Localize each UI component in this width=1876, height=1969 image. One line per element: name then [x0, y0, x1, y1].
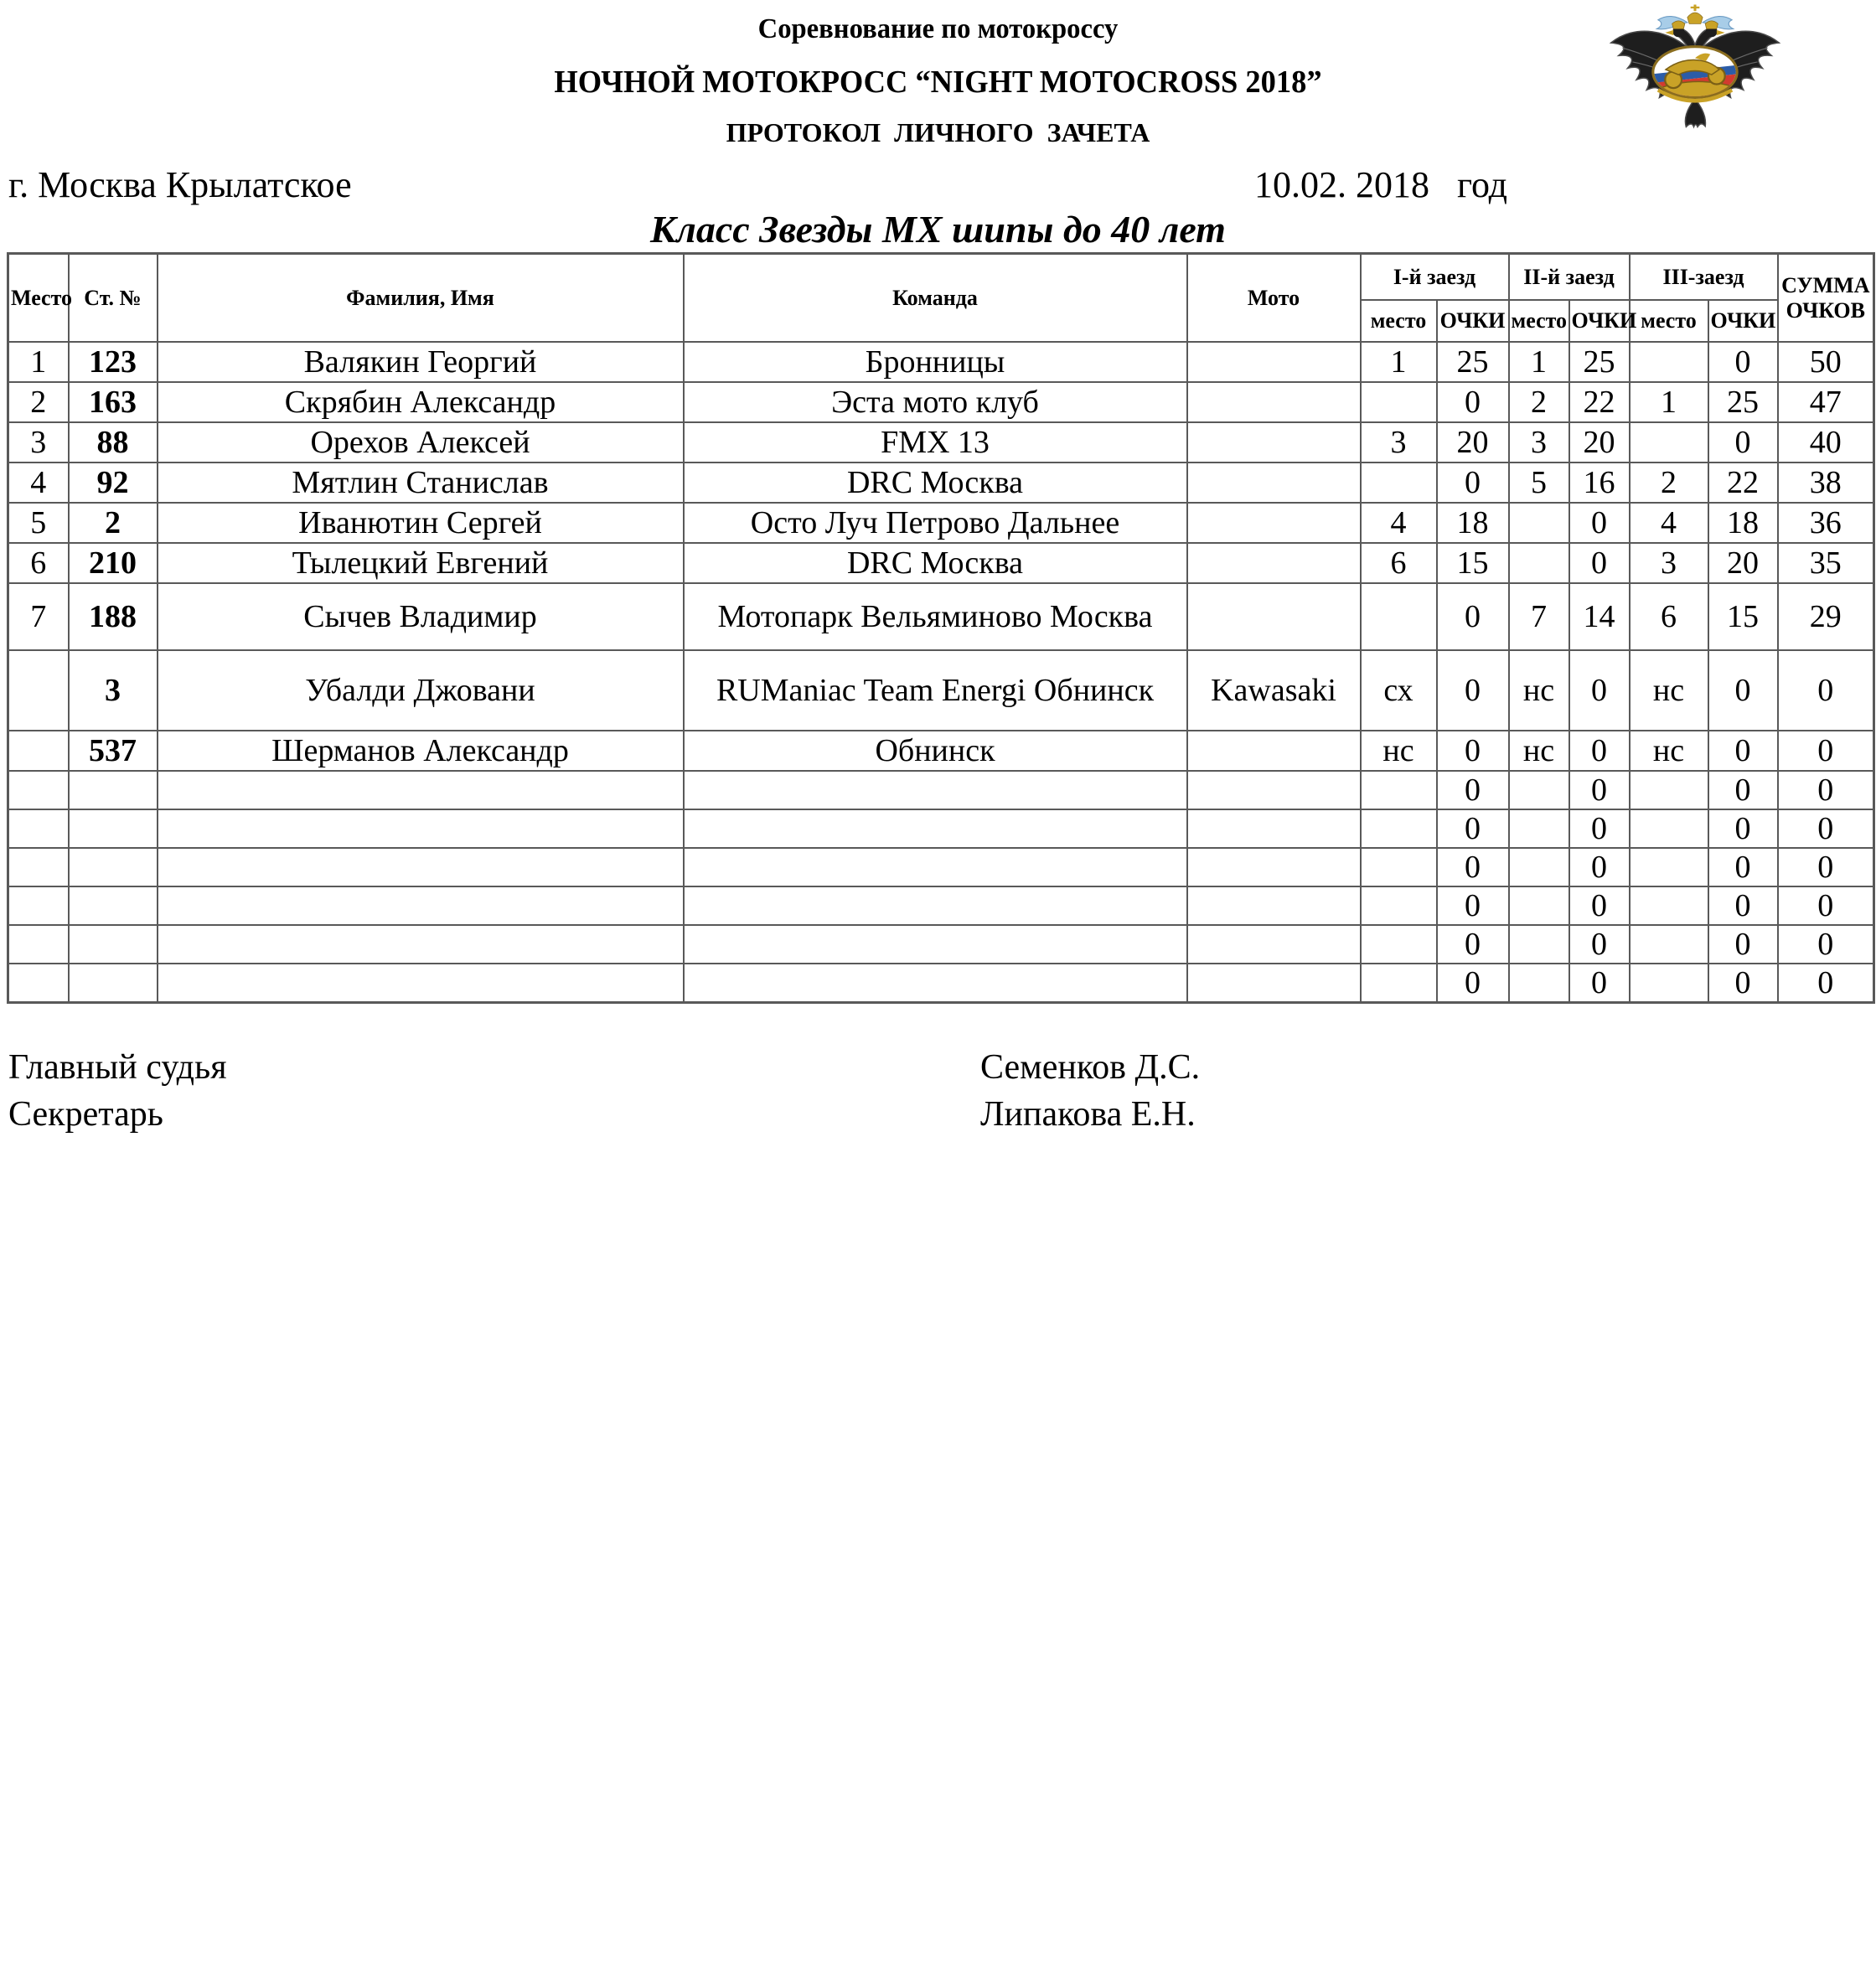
place-cell — [8, 650, 69, 731]
team-cell: Эста мото клуб — [684, 382, 1187, 422]
location-text: г. Москва Крылатское — [8, 164, 352, 205]
subheader-race3-points: ОЧКИ — [1708, 300, 1778, 342]
race2-place-cell: нс — [1509, 731, 1569, 771]
race1-points-cell: 15 — [1437, 543, 1509, 583]
race2-place-cell — [1509, 886, 1569, 925]
race3-points-cell: 20 — [1708, 543, 1778, 583]
race1-place-cell — [1361, 463, 1437, 503]
race1-place-cell — [1361, 809, 1437, 848]
race3-place-cell: нс — [1630, 650, 1708, 731]
total-cell: 36 — [1778, 503, 1874, 543]
col-header-place: Место — [8, 254, 69, 343]
race1-points-cell: 25 — [1437, 342, 1509, 382]
team-cell — [684, 925, 1187, 964]
race3-place-cell — [1630, 848, 1708, 886]
rider-name-cell: Орехов Алексей — [158, 422, 684, 463]
rider-name-cell: Тылецкий Евгений — [158, 543, 684, 583]
start-number-cell: 537 — [69, 731, 158, 771]
race3-points-cell: 22 — [1708, 463, 1778, 503]
race2-place-cell — [1509, 771, 1569, 809]
team-cell: DRC Москва — [684, 463, 1187, 503]
total-cell: 0 — [1778, 964, 1874, 1003]
race1-points-cell: 0 — [1437, 583, 1509, 650]
race2-points-cell: 0 — [1569, 809, 1630, 848]
race1-place-cell — [1361, 886, 1437, 925]
table-row — [8, 925, 1874, 964]
place-cell — [8, 848, 69, 886]
moto-cell — [1187, 503, 1361, 543]
moto-cell — [1187, 771, 1361, 809]
total-cell: 47 — [1778, 382, 1874, 422]
total-cell: 0 — [1778, 731, 1874, 771]
race3-place-cell: 2 — [1630, 463, 1708, 503]
race3-place-cell: нс — [1630, 731, 1708, 771]
table-row — [8, 382, 1874, 422]
moto-cell — [1187, 925, 1361, 964]
subheader-race1-points: ОЧКИ — [1437, 300, 1509, 342]
race1-place-cell — [1361, 583, 1437, 650]
race2-points-cell: 16 — [1569, 463, 1630, 503]
team-cell — [684, 886, 1187, 925]
rider-name-cell — [158, 886, 684, 925]
race3-points-cell: 0 — [1708, 731, 1778, 771]
subheader-race3-place: место — [1630, 300, 1708, 342]
col-header-rider: Фамилия, Имя — [158, 254, 684, 343]
competition-title: Соревнование по мотокроссу — [757, 13, 1119, 44]
place-cell: 2 — [8, 382, 69, 422]
table-row — [8, 650, 1874, 731]
race1-points-cell: 0 — [1437, 771, 1509, 809]
team-cell: DRC Москва — [684, 543, 1187, 583]
race2-place-cell — [1509, 925, 1569, 964]
moto-cell — [1187, 848, 1361, 886]
race3-points-cell: 15 — [1708, 583, 1778, 650]
race2-points-cell: 25 — [1569, 342, 1630, 382]
race3-place-cell — [1630, 886, 1708, 925]
team-cell — [684, 809, 1187, 848]
start-number-cell: 163 — [69, 382, 158, 422]
team-cell: Осто Луч Петрово Дальнее — [684, 503, 1187, 543]
team-cell: FMX 13 — [684, 422, 1187, 463]
moto-cell — [1187, 964, 1361, 1003]
race1-points-cell: 0 — [1437, 731, 1509, 771]
place-cell: 1 — [8, 342, 69, 382]
start-number-cell — [69, 964, 158, 1003]
table-row — [8, 809, 1874, 848]
moto-cell — [1187, 809, 1361, 848]
moto-cell: Kawasaki — [1187, 650, 1361, 731]
race3-points-cell: 0 — [1708, 964, 1778, 1003]
total-cell: 0 — [1778, 809, 1874, 848]
secretary-row — [0, 1094, 1876, 1141]
col-header-team: Команда — [684, 254, 1187, 343]
table-row — [8, 503, 1874, 543]
rider-name-cell: Убалди Джовани — [158, 650, 684, 731]
race3-place-cell — [1630, 925, 1708, 964]
secretary-name: Липакова Е.Н. — [980, 1095, 1196, 1134]
total-cell: 50 — [1778, 342, 1874, 382]
race2-place-cell — [1509, 809, 1569, 848]
place-cell — [8, 731, 69, 771]
header-row-groups — [8, 254, 1874, 301]
race1-points-cell: 0 — [1437, 650, 1509, 731]
start-number-cell: 88 — [69, 422, 158, 463]
race3-points-cell: 18 — [1708, 503, 1778, 543]
race3-place-cell: 3 — [1630, 543, 1708, 583]
race3-place-cell: 1 — [1630, 382, 1708, 422]
place-cell: 6 — [8, 543, 69, 583]
total-cell: 35 — [1778, 543, 1874, 583]
place-cell — [8, 925, 69, 964]
moto-cell — [1187, 886, 1361, 925]
race2-place-cell: 3 — [1509, 422, 1569, 463]
race1-place-cell: 1 — [1361, 342, 1437, 382]
race3-points-cell: 0 — [1708, 925, 1778, 964]
race2-points-cell: 0 — [1569, 731, 1630, 771]
subheader-race1-place: место — [1361, 300, 1437, 342]
col-header-total: СУММА ОЧКОВ — [1778, 254, 1874, 343]
total-cell: 29 — [1778, 583, 1874, 650]
race2-place-cell: 7 — [1509, 583, 1569, 650]
chief-judge-name: Семенков Д.С. — [980, 1048, 1201, 1087]
race1-place-cell — [1361, 964, 1437, 1003]
race3-points-cell: 0 — [1708, 342, 1778, 382]
race3-place-cell — [1630, 422, 1708, 463]
start-number-cell — [69, 771, 158, 809]
location-date-row — [0, 163, 1876, 207]
race2-place-cell: 2 — [1509, 382, 1569, 422]
rider-name-cell — [158, 848, 684, 886]
race2-points-cell: 0 — [1569, 771, 1630, 809]
race1-points-cell: 0 — [1437, 809, 1509, 848]
signatures-block — [0, 1047, 1876, 1141]
race1-place-cell: 3 — [1361, 422, 1437, 463]
race3-points-cell: 0 — [1708, 650, 1778, 731]
race1-place-cell — [1361, 771, 1437, 809]
race1-points-cell: 0 — [1437, 925, 1509, 964]
race3-points-cell: 0 — [1708, 886, 1778, 925]
race1-points-cell: 0 — [1437, 964, 1509, 1003]
race3-place-cell — [1630, 964, 1708, 1003]
chief-judge-row — [0, 1047, 1876, 1094]
race3-points-cell: 0 — [1708, 771, 1778, 809]
rider-name-cell — [158, 925, 684, 964]
start-number-cell — [69, 925, 158, 964]
race2-place-cell: 5 — [1509, 463, 1569, 503]
race2-place-cell — [1509, 543, 1569, 583]
start-number-cell: 188 — [69, 583, 158, 650]
event-title: НОЧНОЙ МОТОКРОСС “NIGHT MOTOCROSS 2018” — [554, 65, 1322, 100]
race3-place-cell — [1630, 771, 1708, 809]
table-row — [8, 848, 1874, 886]
chief-judge-label: Главный судья — [8, 1048, 227, 1087]
race1-points-cell: 0 — [1437, 848, 1509, 886]
moto-cell — [1187, 382, 1361, 422]
col-header-start-number: Ст. № — [69, 254, 158, 343]
table-row — [8, 583, 1874, 650]
race2-place-cell — [1509, 848, 1569, 886]
place-cell: 3 — [8, 422, 69, 463]
place-cell — [8, 886, 69, 925]
race3-place-cell: 6 — [1630, 583, 1708, 650]
rider-name-cell: Мятлин Станислав — [158, 463, 684, 503]
start-number-cell: 2 — [69, 503, 158, 543]
race2-points-cell: 0 — [1569, 650, 1630, 731]
moto-cell — [1187, 342, 1361, 382]
race1-place-cell — [1361, 848, 1437, 886]
race1-place-cell: 4 — [1361, 503, 1437, 543]
place-cell: 4 — [8, 463, 69, 503]
race2-points-cell: 0 — [1569, 964, 1630, 1003]
document-header — [0, 0, 1876, 148]
team-cell: Обнинск — [684, 731, 1187, 771]
table-row — [8, 731, 1874, 771]
place-cell — [8, 964, 69, 1003]
race2-points-cell: 20 — [1569, 422, 1630, 463]
race2-place-cell: нс — [1509, 650, 1569, 731]
race3-points-cell: 0 — [1708, 422, 1778, 463]
total-cell: 40 — [1778, 422, 1874, 463]
class-title: Класс Звезды МХ шипы до 40 лет — [650, 208, 1226, 251]
date-text: 10.02. 2018 год — [1254, 164, 1508, 205]
race2-points-cell: 0 — [1569, 925, 1630, 964]
race1-place-cell — [1361, 382, 1437, 422]
rider-name-cell: Иванютин Сергей — [158, 503, 684, 543]
table-row — [8, 771, 1874, 809]
start-number-cell — [69, 886, 158, 925]
moto-cell — [1187, 731, 1361, 771]
race1-points-cell: 0 — [1437, 463, 1509, 503]
rider-name-cell — [158, 964, 684, 1003]
team-cell — [684, 964, 1187, 1003]
race2-points-cell: 0 — [1569, 886, 1630, 925]
col-header-race3: III-заезд — [1630, 254, 1778, 301]
place-cell — [8, 771, 69, 809]
total-cell: 38 — [1778, 463, 1874, 503]
race1-place-cell: 6 — [1361, 543, 1437, 583]
table-row — [8, 543, 1874, 583]
moto-cell — [1187, 583, 1361, 650]
team-cell: Мотопарк Вельяминово Москва — [684, 583, 1187, 650]
team-cell — [684, 848, 1187, 886]
race3-points-cell: 0 — [1708, 809, 1778, 848]
table-row — [8, 964, 1874, 1003]
moto-cell — [1187, 463, 1361, 503]
race2-points-cell: 22 — [1569, 382, 1630, 422]
start-number-cell: 123 — [69, 342, 158, 382]
start-number-cell: 3 — [69, 650, 158, 731]
col-header-race2: II-й заезд — [1509, 254, 1630, 301]
race2-place-cell: 1 — [1509, 342, 1569, 382]
race3-points-cell: 25 — [1708, 382, 1778, 422]
place-cell: 7 — [8, 583, 69, 650]
race1-points-cell: 20 — [1437, 422, 1509, 463]
total-cell: 0 — [1778, 886, 1874, 925]
race2-points-cell: 0 — [1569, 848, 1630, 886]
rider-name-cell — [158, 809, 684, 848]
team-cell: RUManiac Team Energi Обнинск — [684, 650, 1187, 731]
race2-place-cell — [1509, 964, 1569, 1003]
table-row — [8, 422, 1874, 463]
moto-cell — [1187, 422, 1361, 463]
race3-place-cell — [1630, 342, 1708, 382]
place-cell — [8, 809, 69, 848]
total-cell: 0 — [1778, 848, 1874, 886]
race3-place-cell: 4 — [1630, 503, 1708, 543]
team-cell — [684, 771, 1187, 809]
race2-points-cell: 0 — [1569, 503, 1630, 543]
team-cell: Бронницы — [684, 342, 1187, 382]
subheader-race2-place: место — [1509, 300, 1569, 342]
protocol-subtitle: ПРОТОКОЛ ЛИЧНОГО ЗАЧЕТА — [726, 117, 1150, 147]
race3-place-cell — [1630, 809, 1708, 848]
race1-place-cell — [1361, 925, 1437, 964]
race2-points-cell: 14 — [1569, 583, 1630, 650]
place-cell: 5 — [8, 503, 69, 543]
table-row — [8, 342, 1874, 382]
col-header-race1: I-й заезд — [1361, 254, 1509, 301]
race1-points-cell: 0 — [1437, 886, 1509, 925]
total-cell: 0 — [1778, 925, 1874, 964]
race2-place-cell — [1509, 503, 1569, 543]
results-table — [7, 252, 1875, 1004]
rider-name-cell: Сычев Владимир — [158, 583, 684, 650]
total-cell: 0 — [1778, 650, 1874, 731]
start-number-cell — [69, 809, 158, 848]
total-cell: 0 — [1778, 771, 1874, 809]
rider-name-cell — [158, 771, 684, 809]
moto-cell — [1187, 543, 1361, 583]
rider-name-cell: Скрябин Александр — [158, 382, 684, 422]
start-number-cell: 92 — [69, 463, 158, 503]
race1-points-cell: 0 — [1437, 382, 1509, 422]
table-row — [8, 463, 1874, 503]
rider-name-cell: Шерманов Александр — [158, 731, 684, 771]
start-number-cell — [69, 848, 158, 886]
col-header-moto: Мото — [1187, 254, 1361, 343]
secretary-label: Секретарь — [8, 1095, 163, 1134]
start-number-cell: 210 — [69, 543, 158, 583]
race1-place-cell: нс — [1361, 731, 1437, 771]
table-row — [8, 886, 1874, 925]
subheader-race2-points: ОЧКИ — [1569, 300, 1630, 342]
race1-points-cell: 18 — [1437, 503, 1509, 543]
race2-points-cell: 0 — [1569, 543, 1630, 583]
race1-place-cell: сх — [1361, 650, 1437, 731]
race3-points-cell: 0 — [1708, 848, 1778, 886]
rider-name-cell: Валякин Георгий — [158, 342, 684, 382]
